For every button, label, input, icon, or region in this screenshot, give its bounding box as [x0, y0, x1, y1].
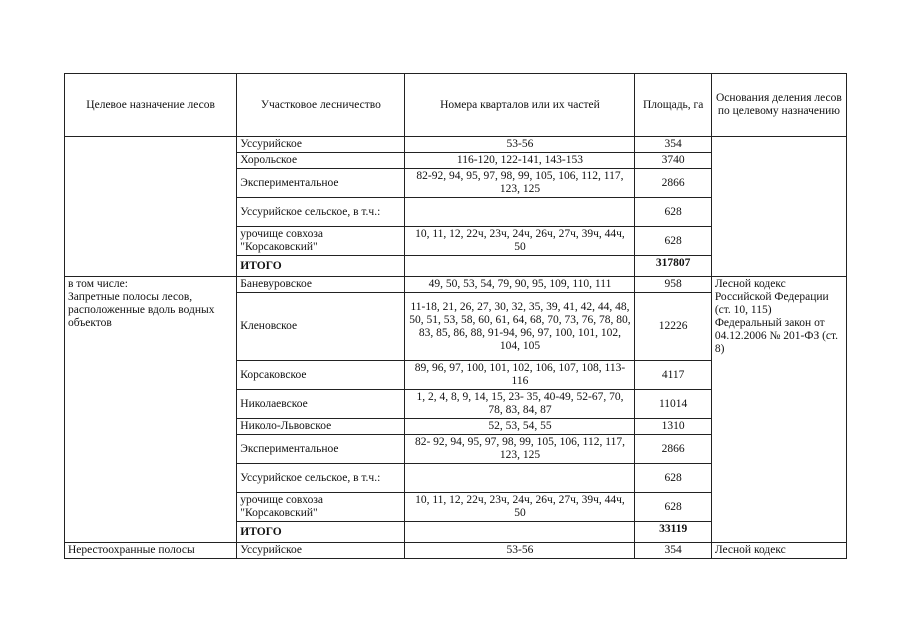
quarters-cell-empty	[405, 522, 635, 543]
header-purpose: Целевое назначение лесов	[65, 74, 237, 137]
header-basis: Основания деления лесов по целевому назначению	[711, 74, 846, 137]
basis-cell: Лесной кодекс	[711, 543, 846, 559]
area-cell: 12226	[635, 293, 711, 361]
purpose-line1: в том числе:	[68, 278, 128, 290]
quarters-cell: 1, 2, 4, 8, 9, 14, 15, 23- 35, 40-49, 52-67, 70, 78, 83, 84, 87	[405, 390, 635, 419]
area-cell: 354	[635, 137, 711, 153]
basis-cell	[711, 277, 846, 543]
area-cell: 2866	[635, 435, 711, 464]
forestry-cell: Уссурийское	[237, 137, 405, 153]
quarters-cell: 89, 96, 97, 100, 101, 102, 106, 107, 108, 113- 116	[405, 361, 635, 390]
purpose-cell	[65, 277, 237, 543]
quarters-cell: 10, 11, 12, 22ч, 23ч, 24ч, 26ч, 27ч, 39ч, 44ч, 50	[405, 227, 635, 256]
quarters-cell: 49, 50, 53, 54, 79, 90, 95, 109, 110, 111	[405, 277, 635, 293]
total-value: 317807	[635, 256, 711, 277]
quarters-cell: 82-92, 94, 95, 97, 98, 99, 105, 106, 112, 117, 123, 125	[405, 169, 635, 198]
total-label: ИТОГО	[237, 256, 405, 277]
forestry-cell: Уссурийское сельское, в т.ч.:	[237, 464, 405, 493]
area-cell: 628	[635, 198, 711, 227]
area-cell: 4117	[635, 361, 711, 390]
forestry-cell: Корсаковское	[237, 361, 405, 390]
table-row	[65, 137, 847, 153]
header-quarters: Номера кварталов или их частей	[405, 74, 635, 137]
forestry-cell: Николо-Львовское	[237, 419, 405, 435]
forestry-cell: урочище совхоза "Корсаковский"	[237, 227, 405, 256]
header-forestry: Участковое лесничество	[237, 74, 405, 137]
area-cell: 11014	[635, 390, 711, 419]
forest-purpose-table	[64, 73, 847, 559]
area-cell: 628	[635, 493, 711, 522]
forestry-cell: Баневуровское	[237, 277, 405, 293]
area-cell: 3740	[635, 153, 711, 169]
purpose-cell: Нерестоохранные полосы	[65, 543, 237, 559]
area-cell: 2866	[635, 169, 711, 198]
forestry-cell: Хорольское	[237, 153, 405, 169]
basis-line2: Федеральный закон от 04.12.2006 № 201-ФЗ (ст. 8)	[714, 317, 839, 355]
quarters-cell: 53-56	[405, 137, 635, 153]
forestry-cell: Уссурийское сельское, в т.ч.:	[237, 198, 405, 227]
quarters-cell: 82- 92, 94, 95, 97, 98, 99, 105, 106, 112, 117, 123, 125	[405, 435, 635, 464]
area-cell: 628	[635, 227, 711, 256]
forestry-cell: Кленовское	[237, 293, 405, 361]
basis-cell-empty	[711, 137, 846, 277]
area-cell: 628	[635, 464, 711, 493]
forestry-cell: Экспериментальное	[237, 169, 405, 198]
quarters-cell: 52, 53, 54, 55	[405, 419, 635, 435]
total-value: 33119	[635, 522, 711, 543]
forestry-cell: Николаевское	[237, 390, 405, 419]
header-row	[65, 74, 847, 137]
quarters-cell: 53-56	[405, 543, 635, 559]
forestry-cell: Уссурийское	[237, 543, 405, 559]
quarters-cell: 11-18, 21, 26, 27, 30, 32, 35, 39, 41, 42, 44, 48, 50, 51, 53, 58, 60, 61, 64, 68, 70, 73, 76, 78, 80, 83, 85, 86, 88, 91-94, 96, 97, 100, 101, 102, 104, 105	[405, 293, 635, 361]
basis-line1: Лесной кодекс Российской Федерации (ст. 10, 115)	[714, 278, 829, 316]
forestry-cell: урочище совхоза "Корсаковский"	[237, 493, 405, 522]
table-row	[65, 277, 847, 293]
quarters-cell: 10, 11, 12, 22ч, 23ч, 24ч, 26ч, 27ч, 39ч, 44ч, 50	[405, 493, 635, 522]
area-cell: 354	[635, 543, 711, 559]
purpose-line2: Запретные полосы лесов, расположенные вдоль водных объектов	[68, 291, 215, 329]
quarters-cell	[405, 464, 635, 493]
area-cell: 1310	[635, 419, 711, 435]
quarters-cell	[405, 198, 635, 227]
total-label: ИТОГО	[237, 522, 405, 543]
quarters-cell: 116-120, 122-141, 143-153	[405, 153, 635, 169]
quarters-cell-empty	[405, 256, 635, 277]
header-area: Площадь, га	[635, 74, 711, 137]
forestry-cell: Экспериментальное	[237, 435, 405, 464]
table-row	[65, 543, 847, 559]
purpose-cell-empty	[65, 137, 237, 277]
area-cell: 958	[635, 277, 711, 293]
